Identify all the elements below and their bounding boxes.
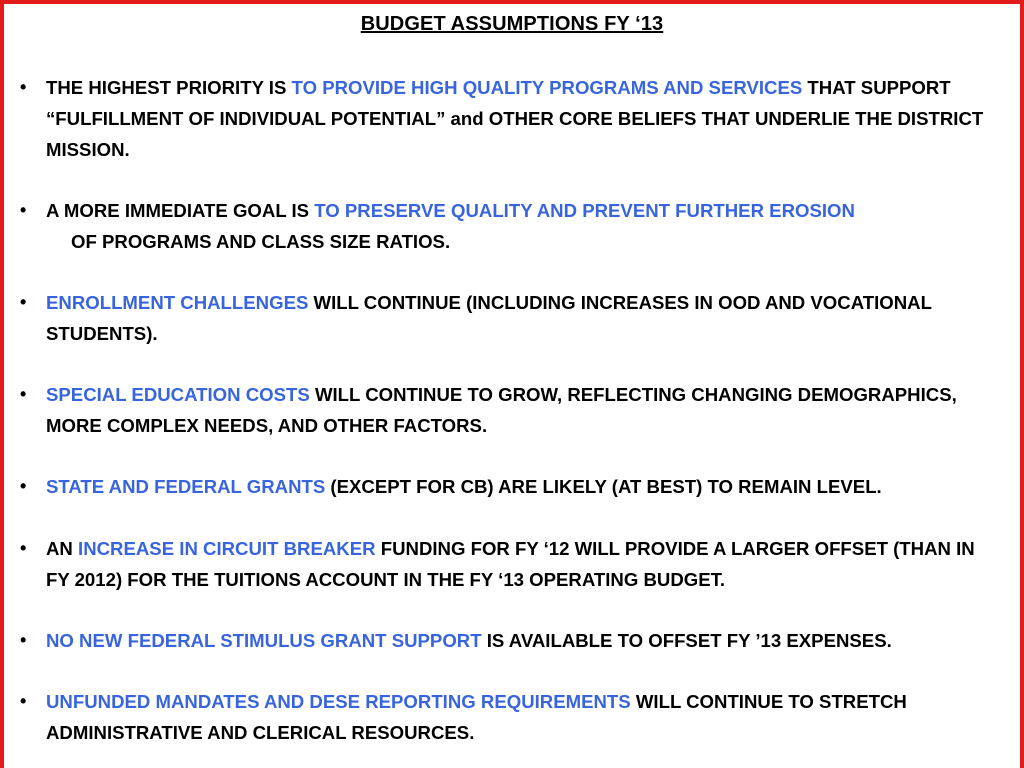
- bullet-item-special-ed: [20, 379, 1000, 441]
- bullet-icon: •: [20, 384, 27, 404]
- bullet-item-circuit-breaker: [20, 533, 1000, 595]
- bullet-text: AN INCREASE IN CIRCUIT BREAKER FUNDING FOR FY ‘12 WILL PROVIDE A LARGER OFFSET (THAN IN FY 2012) FOR THE TUITIONS ACCOUNT IN THE FY ‘13 OPERATING BUDGET.: [46, 538, 975, 590]
- bullet-item-goal: [20, 195, 1000, 257]
- bullet-text: ENROLLMENT CHALLENGES WILL CONTINUE (INCLUDING INCREASES IN OOD AND VOCATIONAL STUDENTS).: [46, 292, 932, 344]
- bullet-item-mandates: [20, 686, 1000, 748]
- bullet-icon: •: [20, 200, 27, 220]
- bullet-text: A MORE IMMEDIATE GOAL IS TO PRESERVE QUALITY AND PREVENT FURTHER EROSION OF PROGRAMS AND CLASS SIZE RATIOS.: [46, 200, 855, 252]
- bullet-icon: •: [20, 77, 27, 97]
- slide-title: BUDGET ASSUMPTIONS FY ‘13: [360, 13, 664, 35]
- bullet-item-stimulus: [20, 625, 1000, 656]
- bullet-text: THE HIGHEST PRIORITY IS TO PROVIDE HIGH QUALITY PROGRAMS AND SERVICES THAT SUPPORT “FULFILLMENT OF INDIVIDUAL POTENTIAL” and OTHER CORE BELIEFS THAT UNDERLIE THE DISTRICT MISSION.: [46, 77, 984, 160]
- bullet-text: SPECIAL EDUCATION COSTS WILL CONTINUE TO GROW, REFLECTING CHANGING DEMOGRAPHICS, MORE COMPLEX NEEDS, AND OTHER FACTORS.: [46, 384, 957, 436]
- bullet-icon: •: [20, 476, 27, 496]
- bullet-text: UNFUNDED MANDATES AND DESE REPORTING REQUIREMENTS WILL CONTINUE TO STRETCH ADMINISTRATIVE AND CLERICAL RESOURCES.: [46, 691, 907, 743]
- bullet-item-priority: [20, 72, 1000, 165]
- bullet-text: NO NEW FEDERAL STIMULUS GRANT SUPPORT IS AVAILABLE TO OFFSET FY ’13 EXPENSES.: [46, 630, 892, 651]
- bullet-icon: •: [20, 538, 27, 558]
- bullet-item-enrollment: [20, 287, 1000, 349]
- bullet-text: STATE AND FEDERAL GRANTS (EXCEPT FOR CB) ARE LIKELY (AT BEST) TO REMAIN LEVEL.: [46, 476, 882, 497]
- bullet-icon: •: [20, 630, 27, 650]
- bullet-icon: •: [20, 292, 27, 312]
- bullet-icon: •: [20, 691, 27, 711]
- bullet-item-grants: [20, 471, 1000, 502]
